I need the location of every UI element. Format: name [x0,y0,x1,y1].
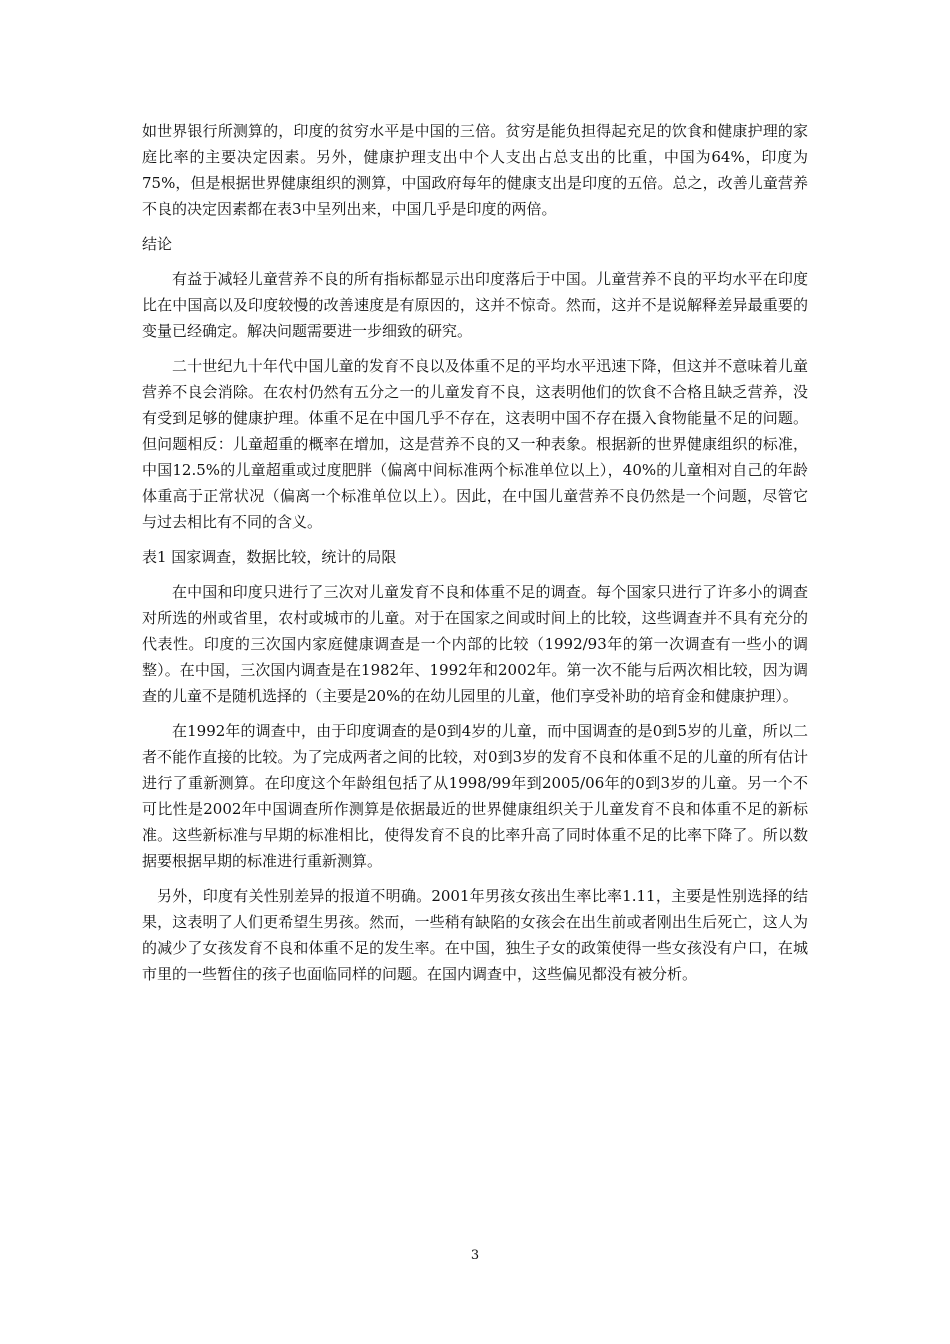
heading-table-1: 表1 国家调查，数据比较，统计的局限 [142,548,397,566]
paragraph-china-overweight: 二十世纪九十年代中国儿童的发育不良以及体重不足的平均水平迅速下降，但这并不意味着儿童营养不良会消除。在农村仍然有五分之一的儿童发育不良，这表明他们的饮食不合格且缺乏营养，没有受到足够的健康护理。体重不足在中国几乎不存在，这表明中国不存在摄入食物能量不足的问题。但问题相反：儿童超重的概率在增加，这是营养不良的又一种表象。根据新的世界健康组织的标准，中国12.5%的儿童超重或过度肥胖（偏离中间标准两个标准单位以上），40%的儿童相对自己的年龄体重高于正常状况（偏离一个标准单位以上）。因此，在中国儿童营养不良仍然是一个问题，尽管它与过去相比有不同的含义。 [142,357,808,531]
paragraph-surveys: 在中国和印度只进行了三次对儿童发育不良和体重不足的调查。每个国家只进行了许多小的调查对所选的州或省里，农村或城市的儿童。对于在国家之间或时间上的比较，这些调查并不具有充分的代表性。印度的三次国内家庭健康调查是一个内部的比较（1992/93年的第一次调查有一些小的调整）。在中国，三次国内调查是在1982年、1992年和2002年。第一次不能与后两次相比较，因为调查的儿童不是随机选择的（主要是20%的在幼儿园里的儿童，他们享受补助的培育金和健康护理）。 [142,583,808,705]
paragraph-1992-survey: 在1992年的调查中，由于印度调查的是0到4岁的儿童，而中国调查的是0到5岁的儿童，所以二者不能作直接的比较。为了完成两者之间的比较，对0到3岁的发育不良和体重不足的儿童的所有估计进行了重新测算。在印度这个年龄组包括了从1998/99年到2005/06年的0到3岁的儿童。另一个不可比性是2002年中国调查所作测算是依据最近的世界健康组织关于儿童发育不良和体重不足的新标准。这些新标准与早期的标准相比，使得发育不良的比率升高了同时体重不足的比率下降了。所以数据要根据早期的标准进行重新测算。 [142,722,808,870]
document-body [142,118,808,996]
heading-conclusion: 结论 [142,235,173,253]
paragraph-gender-bias: 另外，印度有关性别差异的报道不明确。2001年男孩女孩出生率比率1.11，主要是性别选择的结果，这表明了人们更希望生男孩。然而，一些稍有缺陷的女孩会在出生前或者刚出生后死亡，这人为的减少了女孩发育不良和体重不足的发生率。在中国，独生子女的政策使得一些女孩没有户口，在城市里的一些暂住的孩子也面临同样的问题。在国内调查中，这些偏见都没有被分析。 [142,887,808,983]
paragraph-poverty: 如世界银行所测算的，印度的贫穷水平是中国的三倍。贫穷是能负担得起充足的饮食和健康护理的家庭比率的主要决定因素。另外，健康护理支出中个人支出占总支出的比重，中国为64%，印度为75%，但是根据世界健康组织的测算，中国政府每年的健康支出是印度的五倍。总之，改善儿童营养不良的决定因素都在表3中呈列出来，中国几乎是印度的两倍。 [142,122,808,218]
page-number: 3 [470,1248,480,1263]
paragraph-conclusion-summary: 有益于减轻儿童营养不良的所有指标都显示出印度落后于中国。儿童营养不良的平均水平在印度比在中国高以及印度较慢的改善速度是有原因的，这并不惊奇。然而，这并不是说解释差异最重要的变量已经确定。解决问题需要进一步细致的研究。 [142,270,808,340]
